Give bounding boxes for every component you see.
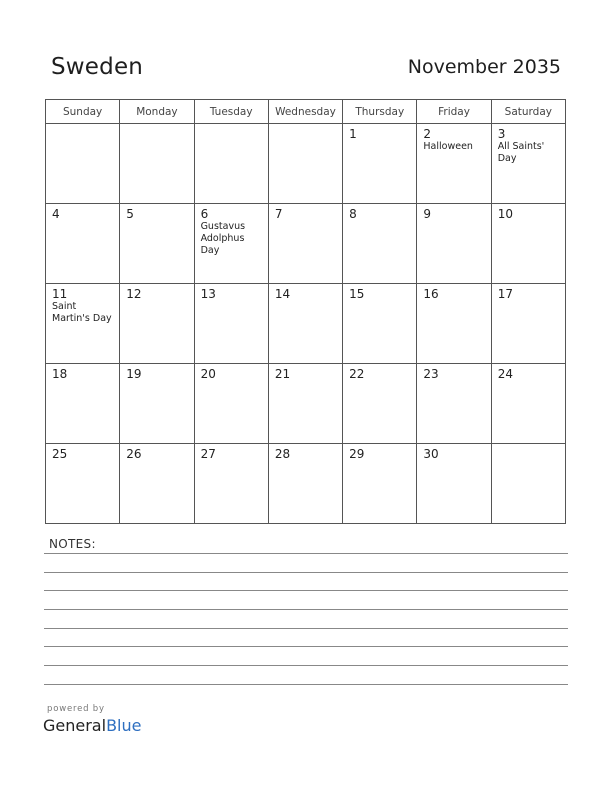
day-number: 19 — [126, 367, 142, 381]
day-cell — [491, 444, 565, 524]
weekday-thursday: Thursday — [343, 100, 417, 124]
weekday-sunday: Sunday — [46, 100, 120, 124]
day-cell — [194, 124, 268, 204]
weekday-header-row — [46, 100, 566, 124]
day-cell — [194, 444, 268, 524]
day-number: 6 — [200, 207, 209, 221]
day-number: 10 — [497, 207, 513, 221]
day-cell — [417, 204, 491, 284]
day-number: 8 — [349, 207, 357, 221]
notes-line — [44, 628, 568, 629]
day-number: 23 — [423, 367, 439, 381]
holiday-label: All Saints' Day — [497, 141, 545, 164]
day-cell — [46, 204, 120, 284]
day-cell — [194, 204, 268, 284]
day-number: 22 — [349, 367, 365, 381]
weekday-friday: Friday — [417, 100, 491, 124]
day-cell — [491, 204, 565, 284]
day-cell — [491, 284, 565, 364]
day-number: 3 — [497, 127, 506, 141]
day-cell — [268, 444, 342, 524]
day-number: 20 — [200, 367, 216, 381]
calendar-grid — [45, 99, 566, 524]
day-cell — [417, 284, 491, 364]
day-cell — [46, 124, 120, 204]
notes-line — [44, 609, 568, 610]
week-row — [46, 124, 566, 204]
day-number: 16 — [423, 287, 439, 301]
day-number: 21 — [274, 367, 291, 381]
day-cell — [268, 364, 342, 444]
weekday-wednesday: Wednesday — [268, 100, 342, 124]
day-number: 5 — [126, 207, 134, 221]
day-number: 12 — [126, 287, 142, 301]
day-number: 11 — [52, 287, 68, 301]
day-cell — [46, 284, 120, 364]
day-number: 30 — [423, 447, 439, 461]
day-number: 17 — [497, 287, 513, 301]
day-cell — [194, 364, 268, 444]
notes-line — [44, 665, 568, 666]
day-number: 2 — [423, 127, 432, 141]
day-cell — [120, 284, 194, 364]
weekday-tuesday: Tuesday — [194, 100, 268, 124]
powered-by-text: powered by — [47, 704, 105, 714]
country-title: Sweden — [51, 54, 144, 80]
week-row — [46, 204, 566, 284]
brand-name-general: General — [43, 716, 107, 735]
brand-name-blue: Blue — [106, 716, 142, 735]
day-number: 24 — [497, 367, 513, 381]
day-number: 28 — [274, 447, 291, 461]
day-cell — [268, 204, 342, 284]
day-cell — [343, 284, 417, 364]
day-cell — [120, 124, 194, 204]
day-number: 14 — [274, 287, 291, 301]
day-number: 29 — [349, 447, 365, 461]
day-cell — [194, 284, 268, 364]
holiday-label: Gustavus Adolphus Day — [200, 221, 246, 256]
brand-logo[interactable] — [43, 716, 141, 735]
day-cell — [120, 204, 194, 284]
day-number: 1 — [349, 127, 357, 141]
month-year-title: November 2035 — [407, 56, 561, 78]
notes-line — [44, 684, 568, 685]
notes-label: NOTES: — [49, 537, 96, 551]
day-cell — [343, 444, 417, 524]
day-cell — [343, 124, 417, 204]
day-number: 7 — [274, 207, 283, 221]
day-number: 9 — [423, 207, 432, 221]
day-cell — [491, 364, 565, 444]
day-number: 13 — [200, 287, 216, 301]
holiday-label: Saint Martin's Day — [52, 301, 112, 324]
day-cell — [491, 124, 565, 204]
notes-line — [44, 572, 568, 573]
day-number: 25 — [52, 447, 68, 461]
notes-line — [44, 646, 568, 647]
day-cell — [120, 364, 194, 444]
day-cell — [46, 444, 120, 524]
week-row — [46, 444, 566, 524]
week-row — [46, 364, 566, 444]
day-cell — [268, 124, 342, 204]
day-cell — [46, 364, 120, 444]
weekday-monday: Monday — [120, 100, 194, 124]
day-cell — [417, 124, 491, 204]
day-cell — [343, 364, 417, 444]
week-row — [46, 284, 566, 364]
day-cell — [417, 364, 491, 444]
holiday-label: Halloween — [423, 141, 473, 152]
weekday-saturday: Saturday — [491, 100, 565, 124]
day-cell — [268, 284, 342, 364]
day-cell — [120, 444, 194, 524]
day-number: 26 — [126, 447, 142, 461]
day-number: 27 — [200, 447, 216, 461]
notes-line — [44, 590, 568, 591]
day-number: 4 — [52, 207, 60, 221]
day-number: 15 — [349, 287, 365, 301]
notes-line — [44, 553, 568, 554]
day-cell — [417, 444, 491, 524]
day-cell — [343, 204, 417, 284]
day-number: 18 — [52, 367, 68, 381]
